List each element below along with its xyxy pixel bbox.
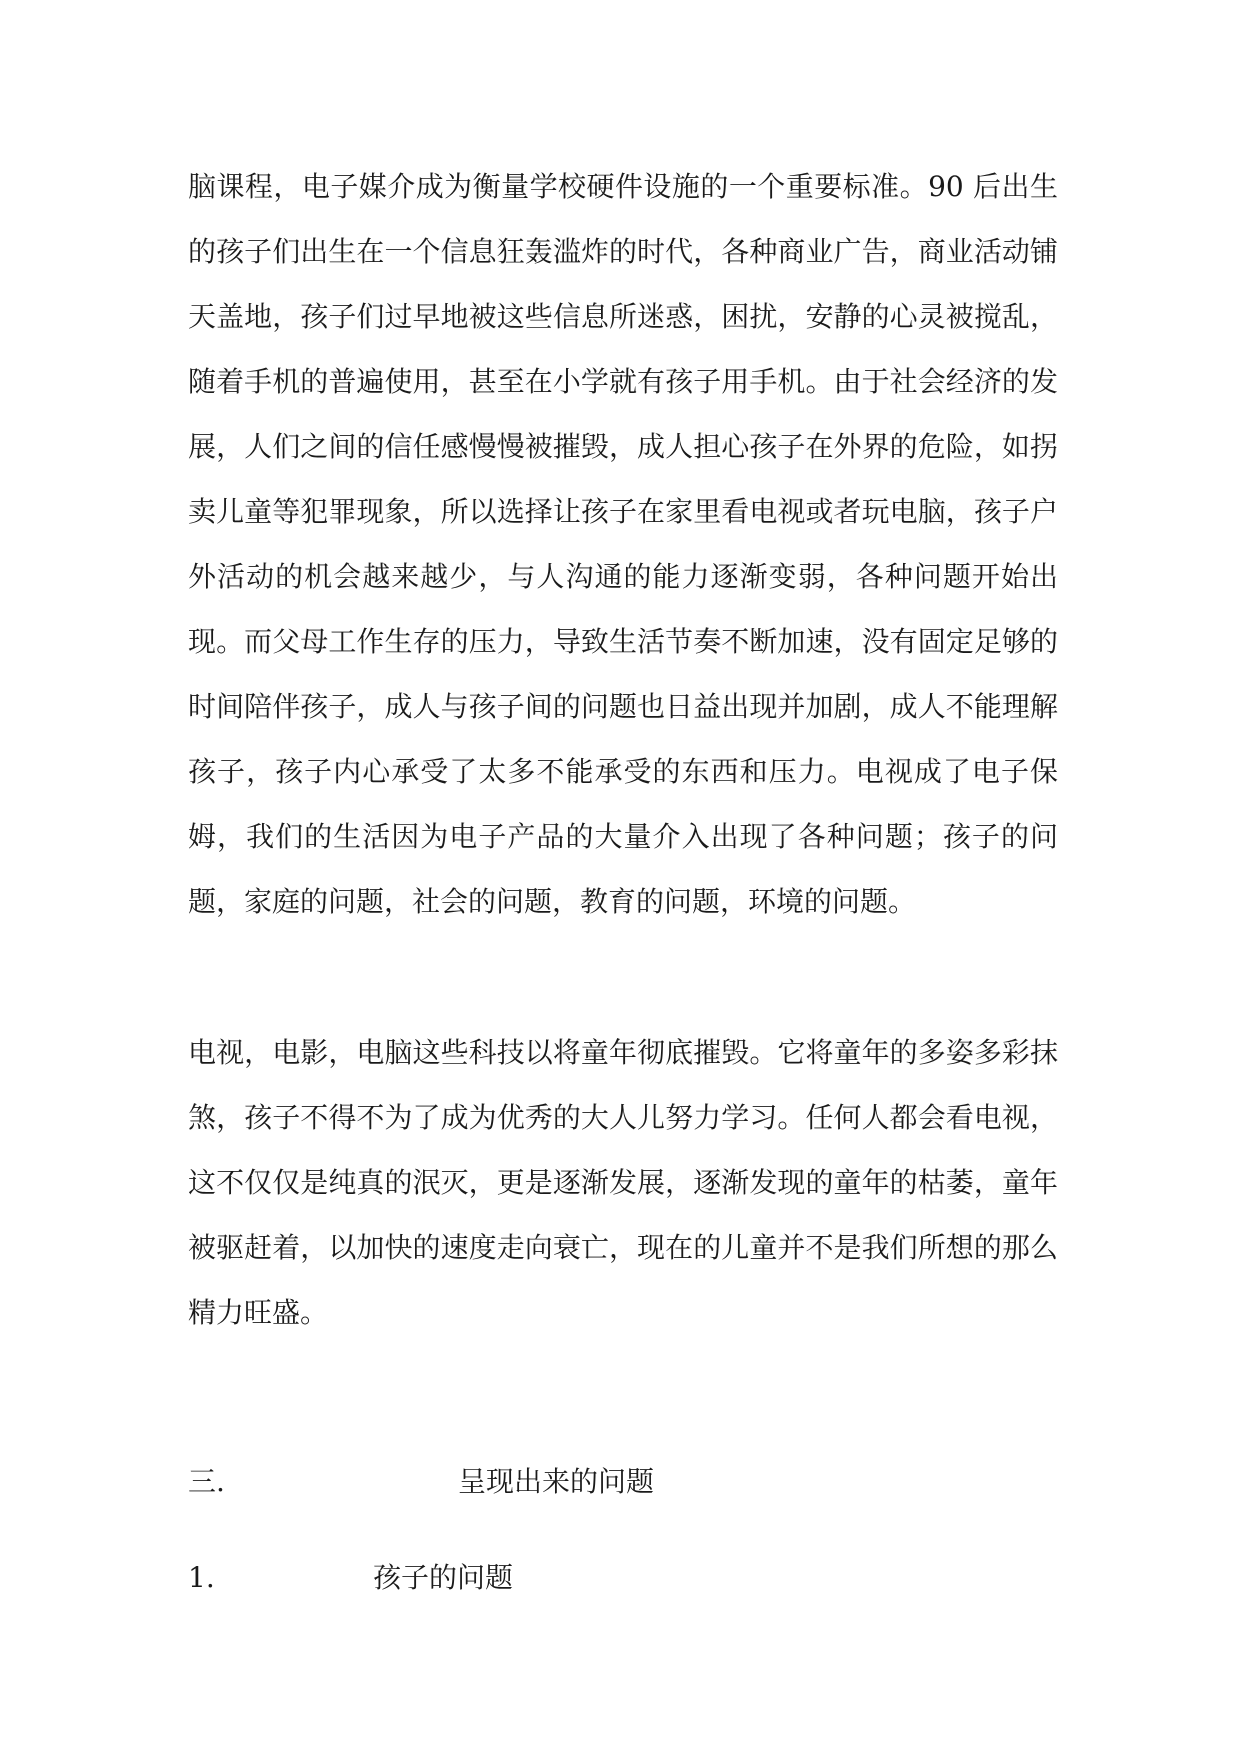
body-paragraph: 电视，电影，电脑这些科技以将童年彻底摧毁。它将童年的多姿多彩抹煞，孩子不得不为了成为优秀的大人儿努力学习。任何人都会看电视，这不仅仅是纯真的泯灭，更是逐渐发展，逐渐发现的童年的枯萎，童年被驱赶着，以加快的速度走向衰亡，现在的儿童并不是我们所想的那么精力旺盛。 (188, 1036, 1058, 1329)
section-heading: 呈现出来的问题 (458, 1465, 655, 1498)
subsection-number: 1. (188, 1561, 215, 1594)
section-number: 三. (188, 1465, 225, 1498)
subsection-heading: 孩子的问题 (373, 1561, 514, 1594)
body-paragraph: 脑课程，电子媒介成为衡量学校硬件设施的一个重要标准。90 后出生的孩子们出生在一个信息狂轰滥炸的时代，各种商业广告，商业活动铺天盖地，孩子们过早地被这些信息所迷惑，困扰，安静的心灵被搅乱，随着手机的普遍使用，甚至在小学就有孩子用手机。由于社会经济的发展，人们之间的信任感慢慢被摧毁，成人担心孩子在外界的危险，如拐卖儿童等犯罪现象，所以选择让孩子在家里看电视或者玩电脑，孩子户外活动的机会越来越少，与人沟通的能力逐渐变弱，各种问题开始出现。而父母工作生存的压力，导致生活节奏不断加速，没有固定足够的时间陪伴孩子，成人与孩子间的问题也日益出现并加剧，成人不能理解孩子，孩子内心承受了太多不能承受的东西和压力。电视成了电子保姆，我们的生活因为电子产品的大量介入出现了各种问题；孩子的问题，家庭的问题，社会的问题，教育的问题，环境的问题。 (188, 170, 1058, 918)
